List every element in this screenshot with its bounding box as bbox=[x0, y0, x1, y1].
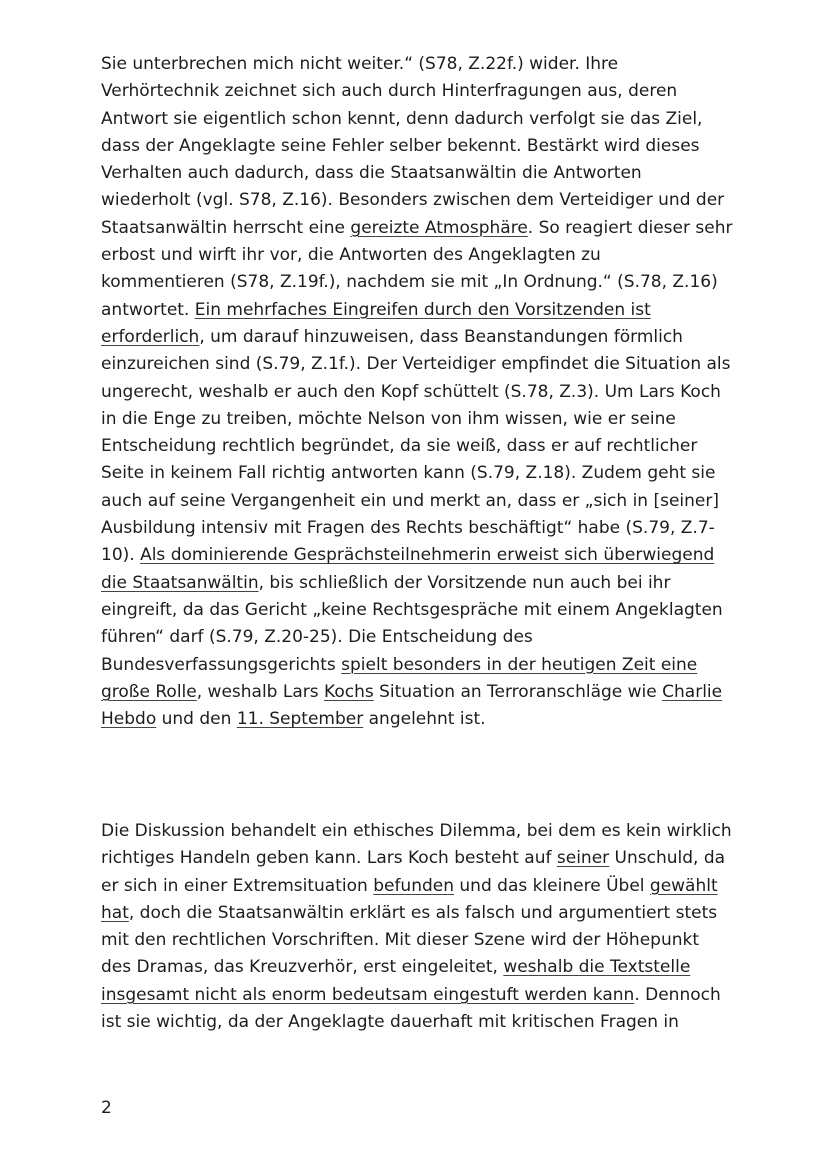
text-line bbox=[101, 460, 741, 487]
text-run: und das kleinere Übel bbox=[454, 875, 650, 896]
text-run: Unschuld, da bbox=[609, 848, 726, 869]
text-line bbox=[101, 78, 741, 105]
underlined-text: befunden bbox=[373, 875, 454, 896]
text-line bbox=[101, 624, 741, 651]
text-line bbox=[101, 488, 741, 515]
paragraph-2 bbox=[101, 818, 741, 1036]
text-line bbox=[101, 51, 741, 78]
text-line bbox=[101, 187, 741, 214]
text-line bbox=[101, 379, 741, 406]
text-line bbox=[101, 433, 741, 460]
text-line bbox=[101, 845, 741, 872]
text-line bbox=[101, 927, 741, 954]
text-run: in die Enge zu treiben, möchte Nelson von ihm wissen, wie er seine bbox=[101, 408, 676, 429]
text-run: erbost und wirft ihr vor, die Antworten des Angeklagten zu bbox=[101, 245, 601, 266]
text-line bbox=[101, 597, 741, 624]
text-line bbox=[101, 1009, 741, 1036]
text-run: angelehnt ist. bbox=[363, 709, 486, 730]
underlined-text: hat bbox=[101, 902, 129, 923]
text-run: auch auf seine Vergangenheit ein und merkt an, dass er „sich in [seiner] bbox=[101, 490, 720, 511]
text-line bbox=[101, 570, 741, 597]
text-line bbox=[101, 242, 741, 269]
text-line bbox=[101, 706, 741, 733]
underlined-text: Charlie bbox=[662, 681, 723, 702]
page-number: 2 bbox=[101, 1098, 112, 1118]
underlined-text: Kochs bbox=[324, 681, 374, 702]
text-run: wiederholt (vgl. S78, Z.16). Besonders zwischen dem Verteidiger und der bbox=[101, 190, 725, 211]
text-run: einzureichen sind (S.79, Z.1f.). Der Verteidiger empfindet die Situation als bbox=[101, 354, 731, 375]
underlined-text: Ein mehrfaches Eingreifen durch den Vorsitzenden ist bbox=[194, 299, 651, 320]
underlined-text: gewählt bbox=[649, 875, 718, 896]
text-run: des Dramas, das Kreuzverhör, erst eingeleitet, bbox=[101, 957, 504, 978]
text-run: , doch die Staatsanwältin erklärt es als falsch und argumentiert stets bbox=[128, 902, 718, 923]
text-run: und den bbox=[156, 709, 237, 730]
text-line bbox=[101, 215, 741, 242]
underlined-text: seiner bbox=[556, 848, 610, 869]
underlined-text: Als dominierende Gesprächsteilnehmerin erweist sich überwiegend bbox=[140, 545, 715, 566]
text-run: Antwort sie eigentlich schon kennt, denn dadurch verfolgt sie das Ziel, bbox=[101, 108, 703, 129]
text-line bbox=[101, 900, 741, 927]
text-run: Sie unterbrechen mich nicht weiter.“ (S78, Z.22f.) wider. Ihre bbox=[101, 54, 619, 74]
paragraph-1 bbox=[101, 51, 741, 733]
text-run: ist sie wichtig, da der Angeklagte dauerhaft mit kritischen Fragen in bbox=[101, 1012, 679, 1033]
underlined-text: weshalb die Textstelle bbox=[503, 957, 691, 978]
text-line bbox=[101, 818, 741, 845]
text-run: Verhalten auch dadurch, dass die Staatsanwältin die Antworten bbox=[101, 163, 642, 184]
text-run: Staatsanwältin herrscht eine bbox=[101, 217, 351, 238]
text-line bbox=[101, 515, 741, 542]
text-line bbox=[101, 133, 741, 160]
text-line bbox=[101, 269, 741, 296]
text-line bbox=[101, 679, 741, 706]
text-run: ungerecht, weshalb er auch den Kopf schüttelt (S.78, Z.3). Um Lars Koch bbox=[101, 381, 721, 402]
text-line bbox=[101, 297, 741, 324]
text-line bbox=[101, 652, 741, 679]
text-run: . So reagiert dieser sehr bbox=[527, 217, 733, 238]
underlined-text: spielt besonders in der heutigen Zeit eine bbox=[341, 654, 698, 675]
text-run: antwortet. bbox=[101, 299, 195, 320]
text-line bbox=[101, 160, 741, 187]
text-run: eingreift, da das Gericht „keine Rechtsgespräche mit einem Angeklagten bbox=[101, 599, 723, 620]
text-line bbox=[101, 351, 741, 378]
underlined-text: erforderlich bbox=[101, 326, 200, 347]
text-run: 10). bbox=[101, 545, 141, 566]
text-run: Situation an Terroranschläge wie bbox=[373, 681, 663, 702]
underlined-text: 11. September bbox=[236, 709, 364, 730]
text-run: Die Diskussion behandelt ein ethisches Dilemma, bei dem es kein wirklich bbox=[101, 821, 732, 841]
text-run: mit den rechtlichen Vorschriften. Mit dieser Szene wird der Höhepunkt bbox=[101, 930, 700, 951]
text-line bbox=[101, 324, 741, 351]
text-run: richtiges Handeln geben kann. Lars Koch besteht auf bbox=[101, 848, 557, 869]
underlined-text: insgesamt nicht als enorm bedeutsam eingestuft werden kann bbox=[101, 984, 635, 1005]
text-run: dass der Angeklagte seine Fehler selber bekennt. Bestärkt wird dieses bbox=[101, 135, 700, 156]
text-run: , bis schließlich der Vorsitzende nun auch bei ihr bbox=[258, 572, 671, 593]
text-run: Entscheidung rechtlich begründet, da sie weiß, dass er auf rechtlicher bbox=[101, 436, 698, 457]
text-run: führen“ darf (S.79, Z.20-25). Die Entscheidung des bbox=[101, 627, 533, 648]
text-line bbox=[101, 954, 741, 981]
text-run: er sich in einer Extremsituation bbox=[101, 875, 374, 896]
text-run: kommentieren (S78, Z.19f.), nachdem sie mit „In Ordnung.“ (S.78, Z.16) bbox=[101, 272, 718, 293]
underlined-text: große Rolle bbox=[101, 681, 197, 702]
text-run: Ausbildung intensiv mit Fragen des Rechts beschäftigt“ habe (S.79, Z.7- bbox=[101, 518, 715, 539]
text-line bbox=[101, 406, 741, 433]
text-run: Bundesverfassungsgerichts bbox=[101, 654, 342, 675]
text-run: . Dennoch bbox=[634, 984, 721, 1005]
text-run: Verhörtechnik zeichnet sich auch durch Hinterfragungen aus, deren bbox=[101, 81, 678, 102]
text-run: , weshalb Lars bbox=[196, 681, 325, 702]
underlined-text: Hebdo bbox=[101, 709, 157, 730]
text-line bbox=[101, 873, 741, 900]
underlined-text: gereizte Atmosphäre bbox=[350, 217, 528, 238]
text-line bbox=[101, 982, 741, 1009]
text-run: , um darauf hinzuweisen, dass Beanstandungen förmlich bbox=[199, 326, 683, 347]
text-run: Seite in keinem Fall richtig antworten kann (S.79, Z.18). Zudem geht sie bbox=[101, 463, 716, 484]
underlined-text: die Staatsanwältin bbox=[101, 572, 259, 593]
text-line bbox=[101, 106, 741, 133]
text-line bbox=[101, 542, 741, 569]
